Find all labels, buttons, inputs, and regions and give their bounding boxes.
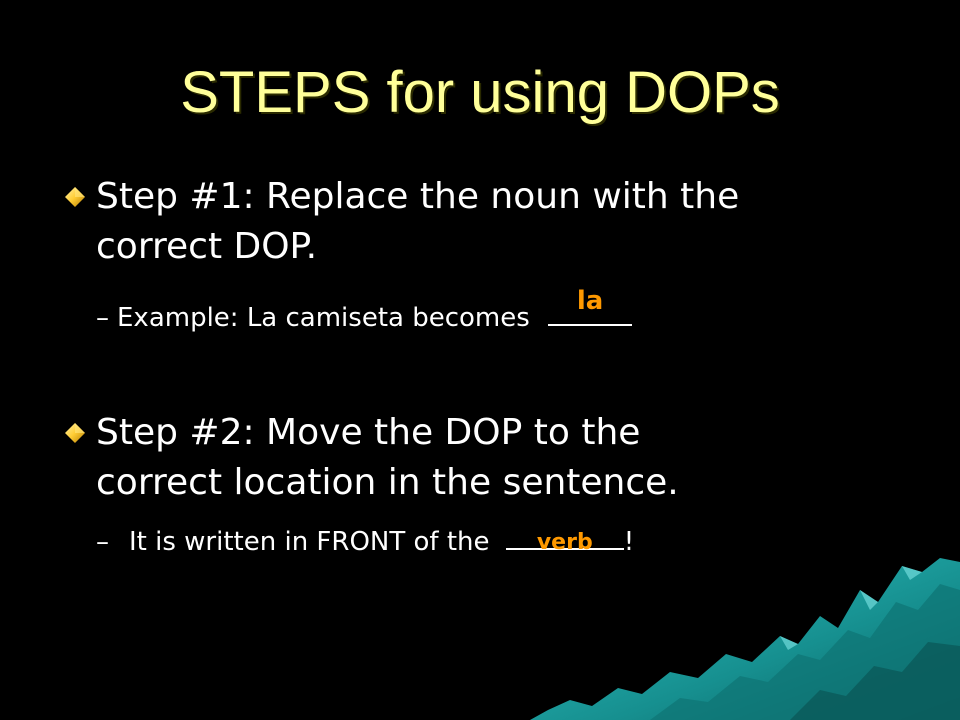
- step-1-sub-text: Example: La camiseta becomes: [117, 303, 530, 333]
- step-2-text: [96, 408, 916, 508]
- step-1-text: [96, 172, 916, 272]
- step-1-line-1: Step #1: Replace the noun with the: [96, 176, 740, 217]
- mountain-decoration: [530, 550, 960, 720]
- step-2-sub-text: It is written in FRONT of the: [129, 527, 490, 557]
- diamond-bullet-icon: [64, 186, 86, 208]
- step-2-line-2: correct location in the sentence.: [96, 462, 679, 503]
- slide-title: STEPS for using DOPs: [180, 60, 780, 125]
- step-1-example: [96, 286, 632, 335]
- step-2-answer: verb: [536, 530, 593, 555]
- step-2-line-1: Step #2: Move the DOP to the: [96, 412, 641, 453]
- step-2-bullet: [64, 408, 904, 518]
- step-1-sub-dash: –: [96, 303, 109, 333]
- step-1-answer: la: [576, 286, 604, 316]
- step-1-line-2: correct DOP.: [96, 226, 318, 267]
- step-1-bullet: [64, 172, 904, 282]
- step-2-sub-dash: –: [96, 527, 109, 557]
- step-2-answer-blank: [506, 522, 624, 555]
- step-2-sub-end: !: [623, 527, 635, 557]
- diamond-bullet-icon: [64, 422, 86, 444]
- step-1-answer-blank: [548, 286, 632, 326]
